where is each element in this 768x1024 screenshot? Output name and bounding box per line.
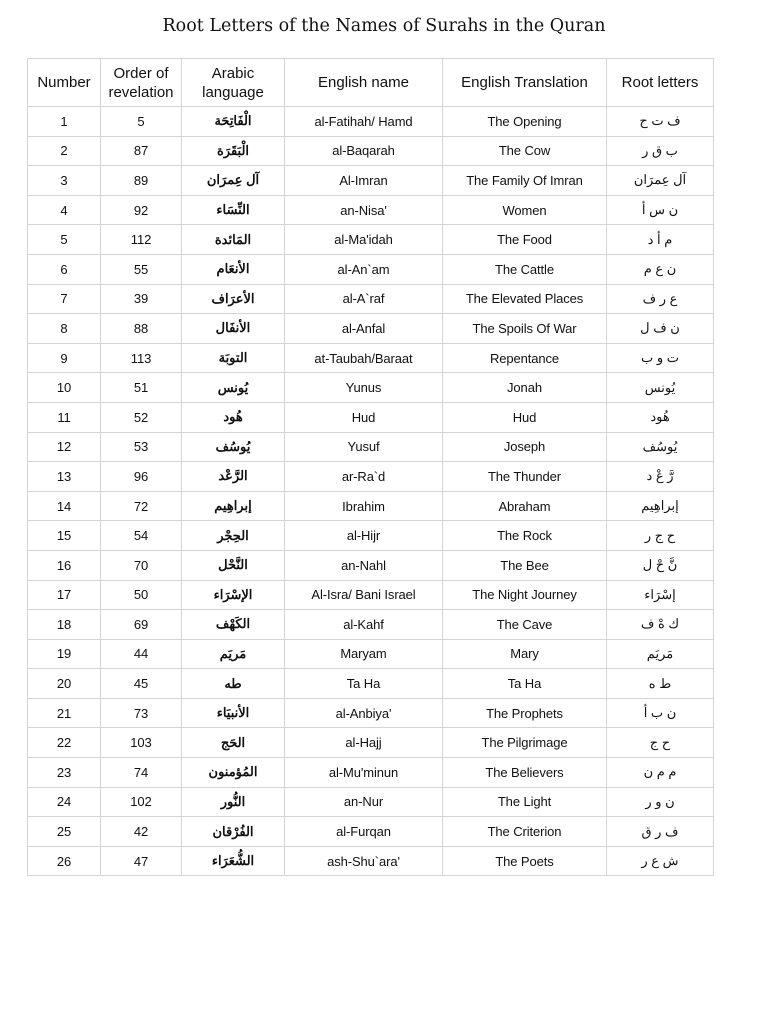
cell-number: 17 xyxy=(28,580,101,610)
cell-english-name: Al-Isra/ Bani Israel xyxy=(285,580,443,610)
cell-order-of-revelation: 52 xyxy=(101,402,182,432)
cell-english-name: Ta Ha xyxy=(285,669,443,699)
cell-order-of-revelation: 72 xyxy=(101,491,182,521)
cell-arabic-name: إبراهِيم xyxy=(182,491,285,521)
cell-number: 11 xyxy=(28,402,101,432)
table-row xyxy=(28,432,714,462)
cell-root-letters: ن س أ xyxy=(607,195,714,225)
table-row xyxy=(28,314,714,344)
cell-root-letters: هُود xyxy=(607,402,714,432)
table-row xyxy=(28,373,714,403)
cell-order-of-revelation: 70 xyxy=(101,550,182,580)
cell-order-of-revelation: 113 xyxy=(101,343,182,373)
cell-english-translation: The Light xyxy=(443,787,607,817)
cell-english-translation: Ta Ha xyxy=(443,669,607,699)
cell-order-of-revelation: 42 xyxy=(101,817,182,847)
header-order-of-revelation: Order of revelation xyxy=(101,59,182,107)
cell-english-translation: Hud xyxy=(443,402,607,432)
cell-arabic-name: الأنفَال xyxy=(182,314,285,344)
cell-number: 25 xyxy=(28,817,101,847)
table-row xyxy=(28,343,714,373)
cell-arabic-name: النَّحْل xyxy=(182,550,285,580)
cell-english-name: al-A`raf xyxy=(285,284,443,314)
cell-number: 19 xyxy=(28,639,101,669)
table-row xyxy=(28,225,714,255)
cell-number: 8 xyxy=(28,314,101,344)
cell-order-of-revelation: 44 xyxy=(101,639,182,669)
cell-root-letters: إبراهِيم xyxy=(607,491,714,521)
cell-arabic-name: الشُّعَرَاء xyxy=(182,846,285,876)
table-row xyxy=(28,639,714,669)
cell-english-name: Hud xyxy=(285,402,443,432)
cell-order-of-revelation: 47 xyxy=(101,846,182,876)
cell-arabic-name: التوبَة xyxy=(182,343,285,373)
cell-root-letters: ن ف ل xyxy=(607,314,714,344)
cell-number: 5 xyxy=(28,225,101,255)
cell-number: 3 xyxy=(28,166,101,196)
cell-english-translation: The Poets xyxy=(443,846,607,876)
table-row xyxy=(28,402,714,432)
table-row xyxy=(28,107,714,137)
cell-arabic-name: هُود xyxy=(182,402,285,432)
surah-table xyxy=(27,58,714,876)
header-english-name: English name xyxy=(285,59,443,107)
cell-arabic-name: آل عِمرَان xyxy=(182,166,285,196)
cell-english-name: an-Nisa' xyxy=(285,195,443,225)
cell-root-letters: ن و ر xyxy=(607,787,714,817)
cell-english-name: al-Baqarah xyxy=(285,136,443,166)
cell-english-translation: The Spoils Of War xyxy=(443,314,607,344)
cell-english-translation: The Pilgrimage xyxy=(443,728,607,758)
table-row xyxy=(28,758,714,788)
cell-english-name: al-Fatihah/ Hamd xyxy=(285,107,443,137)
cell-order-of-revelation: 53 xyxy=(101,432,182,462)
cell-english-name: al-An`am xyxy=(285,254,443,284)
cell-english-name: an-Nahl xyxy=(285,550,443,580)
cell-root-letters: يُونس xyxy=(607,373,714,403)
cell-english-name: Yunus xyxy=(285,373,443,403)
cell-arabic-name: الكَهْف xyxy=(182,610,285,640)
cell-number: 14 xyxy=(28,491,101,521)
cell-english-name: Yusuf xyxy=(285,432,443,462)
cell-english-translation: Abraham xyxy=(443,491,607,521)
cell-order-of-revelation: 50 xyxy=(101,580,182,610)
cell-order-of-revelation: 103 xyxy=(101,728,182,758)
cell-number: 12 xyxy=(28,432,101,462)
cell-number: 9 xyxy=(28,343,101,373)
header-number: Number xyxy=(28,59,101,107)
cell-order-of-revelation: 69 xyxy=(101,610,182,640)
cell-root-letters: ف ت ح xyxy=(607,107,714,137)
header-root-letters: Root letters xyxy=(607,59,714,107)
cell-order-of-revelation: 89 xyxy=(101,166,182,196)
cell-root-letters: ك هْ ف xyxy=(607,610,714,640)
cell-number: 2 xyxy=(28,136,101,166)
cell-english-name: Ibrahim xyxy=(285,491,443,521)
cell-english-translation: The Night Journey xyxy=(443,580,607,610)
cell-order-of-revelation: 88 xyxy=(101,314,182,344)
cell-number: 6 xyxy=(28,254,101,284)
cell-order-of-revelation: 54 xyxy=(101,521,182,551)
cell-english-translation: Jonah xyxy=(443,373,607,403)
table-row xyxy=(28,284,714,314)
cell-arabic-name: المَائدة xyxy=(182,225,285,255)
cell-number: 24 xyxy=(28,787,101,817)
cell-arabic-name: الْفَاتِحَة xyxy=(182,107,285,137)
cell-english-name: al-Furqan xyxy=(285,817,443,847)
cell-english-translation: The Thunder xyxy=(443,462,607,492)
cell-english-translation: The Cow xyxy=(443,136,607,166)
cell-english-translation: The Criterion xyxy=(443,817,607,847)
cell-root-letters: يُوسُف xyxy=(607,432,714,462)
cell-root-letters: م أ د xyxy=(607,225,714,255)
cell-english-name: Maryam xyxy=(285,639,443,669)
cell-arabic-name: الْبَقَرَة xyxy=(182,136,285,166)
cell-number: 7 xyxy=(28,284,101,314)
cell-number: 1 xyxy=(28,107,101,137)
cell-arabic-name: مَريَم xyxy=(182,639,285,669)
cell-arabic-name: الرَّعْد xyxy=(182,462,285,492)
table-body xyxy=(28,107,714,876)
cell-root-letters: ط ه xyxy=(607,669,714,699)
cell-english-translation: The Elevated Places xyxy=(443,284,607,314)
cell-number: 4 xyxy=(28,195,101,225)
cell-order-of-revelation: 39 xyxy=(101,284,182,314)
cell-order-of-revelation: 73 xyxy=(101,698,182,728)
cell-english-translation: The Food xyxy=(443,225,607,255)
cell-arabic-name: الإسْرَاء xyxy=(182,580,285,610)
cell-root-letters: ب ق ر xyxy=(607,136,714,166)
cell-arabic-name: الأعرَاف xyxy=(182,284,285,314)
cell-arabic-name: الفُرْقان xyxy=(182,817,285,847)
cell-arabic-name: النِّسَاء xyxy=(182,195,285,225)
cell-english-translation: The Cattle xyxy=(443,254,607,284)
cell-number: 15 xyxy=(28,521,101,551)
cell-arabic-name: يُوسُف xyxy=(182,432,285,462)
cell-english-name: Al-Imran xyxy=(285,166,443,196)
header-row xyxy=(28,59,714,107)
cell-arabic-name: النُّور xyxy=(182,787,285,817)
table-header xyxy=(28,59,714,107)
cell-root-letters: ع ر ف xyxy=(607,284,714,314)
cell-english-name: al-Hijr xyxy=(285,521,443,551)
cell-arabic-name: المُؤمنون xyxy=(182,758,285,788)
cell-english-name: al-Anbiya' xyxy=(285,698,443,728)
table-row xyxy=(28,580,714,610)
cell-english-name: al-Kahf xyxy=(285,610,443,640)
cell-number: 20 xyxy=(28,669,101,699)
cell-english-translation: The Opening xyxy=(443,107,607,137)
cell-root-letters: رَّ عْ د xyxy=(607,462,714,492)
cell-root-letters: ت و ب xyxy=(607,343,714,373)
cell-number: 23 xyxy=(28,758,101,788)
cell-order-of-revelation: 92 xyxy=(101,195,182,225)
cell-root-letters: ف ر ق xyxy=(607,817,714,847)
cell-root-letters: ح ج ر xyxy=(607,521,714,551)
cell-order-of-revelation: 45 xyxy=(101,669,182,699)
cell-root-letters: م م ن xyxy=(607,758,714,788)
cell-english-translation: The Bee xyxy=(443,550,607,580)
cell-arabic-name: الأنعَام xyxy=(182,254,285,284)
cell-english-name: al-Hajj xyxy=(285,728,443,758)
cell-number: 22 xyxy=(28,728,101,758)
cell-root-letters: نَّ حْ ل xyxy=(607,550,714,580)
cell-order-of-revelation: 55 xyxy=(101,254,182,284)
cell-arabic-name: الحَج xyxy=(182,728,285,758)
cell-order-of-revelation: 74 xyxy=(101,758,182,788)
table-row xyxy=(28,195,714,225)
cell-order-of-revelation: 51 xyxy=(101,373,182,403)
cell-english-translation: The Believers xyxy=(443,758,607,788)
table-row xyxy=(28,521,714,551)
cell-english-name: an-Nur xyxy=(285,787,443,817)
cell-english-name: al-Ma'idah xyxy=(285,225,443,255)
table-row xyxy=(28,254,714,284)
cell-order-of-revelation: 87 xyxy=(101,136,182,166)
cell-root-letters: ن ب أ xyxy=(607,698,714,728)
cell-arabic-name: طه xyxy=(182,669,285,699)
cell-english-translation: Women xyxy=(443,195,607,225)
cell-order-of-revelation: 102 xyxy=(101,787,182,817)
cell-order-of-revelation: 96 xyxy=(101,462,182,492)
cell-number: 10 xyxy=(28,373,101,403)
cell-arabic-name: الحِجْر xyxy=(182,521,285,551)
cell-english-translation: Repentance xyxy=(443,343,607,373)
cell-english-name: ar-Ra`d xyxy=(285,462,443,492)
table-row xyxy=(28,610,714,640)
table-row xyxy=(28,166,714,196)
table-row xyxy=(28,462,714,492)
header-english-translation: English Translation xyxy=(443,59,607,107)
cell-root-letters: ح ج xyxy=(607,728,714,758)
cell-root-letters: مَريَم xyxy=(607,639,714,669)
cell-english-translation: Joseph xyxy=(443,432,607,462)
cell-number: 21 xyxy=(28,698,101,728)
table-row xyxy=(28,669,714,699)
page-title: Root Letters of the Names of Surahs in the Quran xyxy=(162,16,606,36)
cell-english-name: at-Taubah/Baraat xyxy=(285,343,443,373)
cell-root-letters: ش ع ر xyxy=(607,846,714,876)
cell-arabic-name: يُونس xyxy=(182,373,285,403)
cell-order-of-revelation: 5 xyxy=(101,107,182,137)
table-row xyxy=(28,728,714,758)
table-row xyxy=(28,491,714,521)
cell-root-letters: ن ع م xyxy=(607,254,714,284)
cell-root-letters: آل عِمرَان xyxy=(607,166,714,196)
cell-english-translation: The Cave xyxy=(443,610,607,640)
cell-english-translation: Mary xyxy=(443,639,607,669)
cell-number: 16 xyxy=(28,550,101,580)
cell-english-name: ash-Shu`ara' xyxy=(285,846,443,876)
table-row xyxy=(28,817,714,847)
cell-english-name: al-Mu'minun xyxy=(285,758,443,788)
table-row xyxy=(28,846,714,876)
header-arabic-language: Arabic language xyxy=(182,59,285,107)
cell-english-translation: The Rock xyxy=(443,521,607,551)
table-row xyxy=(28,698,714,728)
cell-number: 26 xyxy=(28,846,101,876)
cell-root-letters: إسْرَاء xyxy=(607,580,714,610)
cell-arabic-name: الأنبيَاء xyxy=(182,698,285,728)
table-row xyxy=(28,136,714,166)
cell-english-name: al-Anfal xyxy=(285,314,443,344)
table-row xyxy=(28,550,714,580)
cell-number: 13 xyxy=(28,462,101,492)
cell-english-translation: The Family Of Imran xyxy=(443,166,607,196)
cell-order-of-revelation: 112 xyxy=(101,225,182,255)
table-row xyxy=(28,787,714,817)
cell-english-translation: The Prophets xyxy=(443,698,607,728)
cell-number: 18 xyxy=(28,610,101,640)
